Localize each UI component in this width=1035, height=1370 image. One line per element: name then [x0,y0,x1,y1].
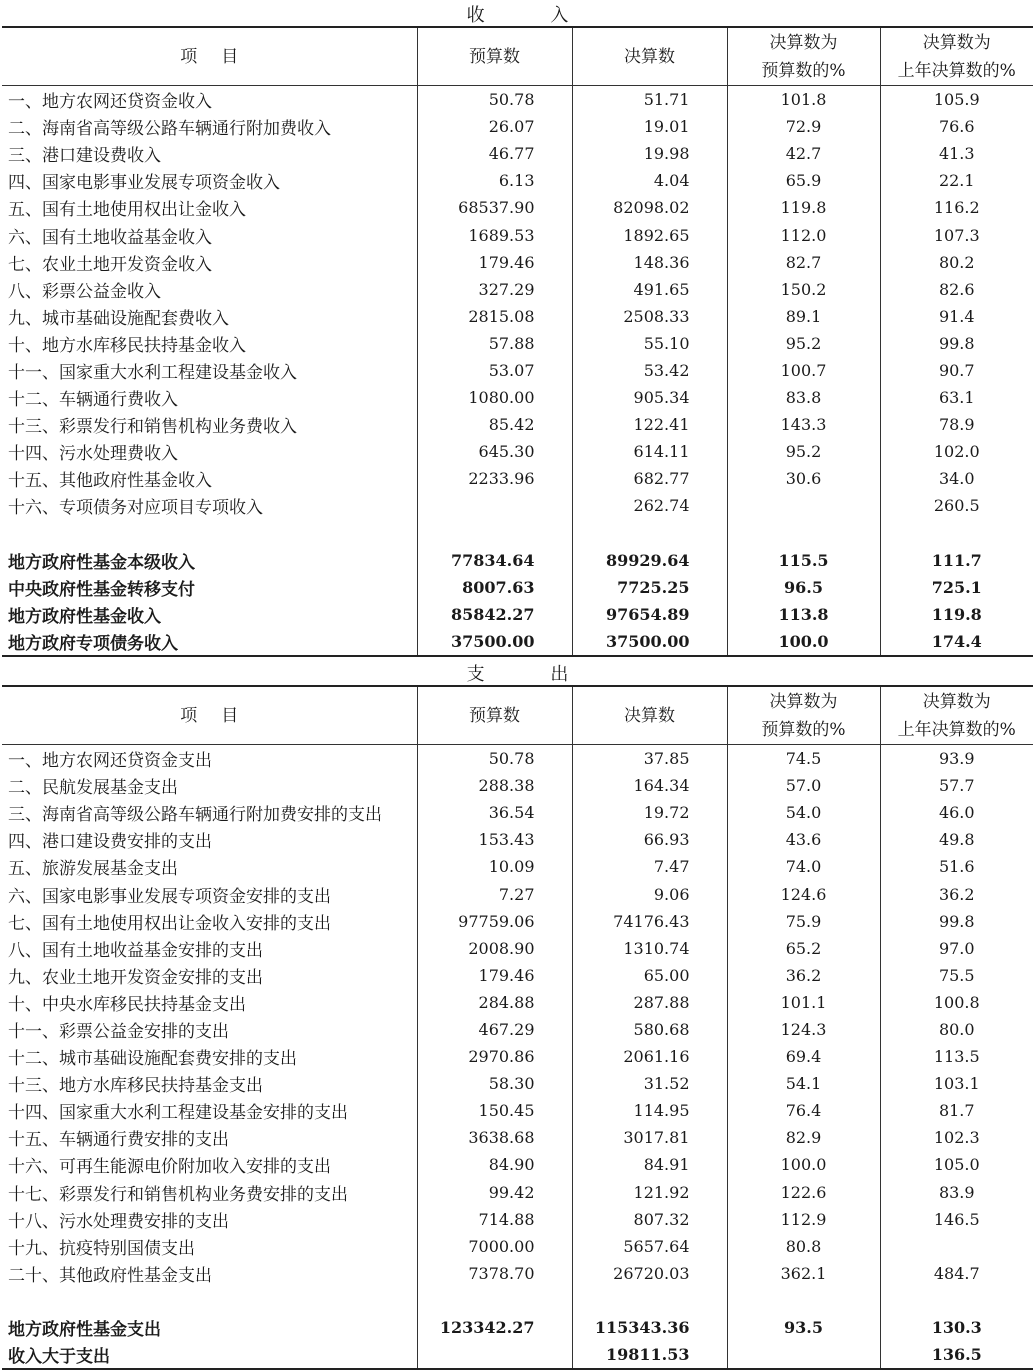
pct-prev-value: 116.2 [880,194,1033,221]
item-name: 中央政府性基金转移支付 [8,579,195,600]
actual-value: 26720.03 [572,1260,727,1287]
pct-prev-value: 102.0 [880,438,1033,465]
pct-prev-value: 100.8 [880,989,1033,1016]
actual-value: 51.71 [572,86,727,114]
pct-budget-value: 101.1 [727,989,880,1016]
actual-value: 89929.64 [572,547,727,574]
item-name: 地方政府性基金收入 [8,606,161,627]
budget-value [417,492,572,519]
pct-budget-value: 30.6 [727,465,880,492]
item-name: 九、城市基础设施配套费收入 [8,308,229,329]
spacer-cell [880,1287,1033,1314]
budget-value: 467.29 [417,1016,572,1043]
spacer-cell [572,520,727,547]
actual-value: 1310.74 [572,935,727,962]
actual-value: 905.34 [572,384,727,411]
table-row [2,249,1033,276]
budget-value: 36.54 [417,799,572,826]
spacer-cell [2,520,417,547]
table-row [2,799,1033,826]
table-row [2,438,1033,465]
table-row [2,1206,1033,1233]
actual-value: 614.11 [572,438,727,465]
pct-prev-value: 41.3 [880,140,1033,167]
item-name: 十八、污水处理费安排的支出 [8,1211,229,1232]
item-name: 七、国有土地使用权出让金收入安排的支出 [8,913,331,934]
total-row [2,1341,1033,1369]
budget-value: 327.29 [417,276,572,303]
actual-value: 121.92 [572,1179,727,1206]
table-row [2,989,1033,1016]
header-budget: 预算数 [417,686,572,745]
header-pct-budget: 决算数为 预算数的% [727,686,880,745]
pct-budget-value: 54.1 [727,1070,880,1097]
table-row [2,167,1033,194]
pct-prev-value [880,1233,1033,1260]
pct-budget-value: 113.8 [727,601,880,628]
pct-budget-value: 124.3 [727,1016,880,1043]
actual-value: 19811.53 [572,1341,727,1369]
item-name: 五、国有土地使用权出让金收入 [8,200,246,221]
table-row [2,745,1033,773]
actual-value: 37500.00 [572,628,727,656]
actual-value: 122.41 [572,411,727,438]
item-name: 十三、地方水库移民扶持基金支出 [8,1076,263,1097]
table-row [2,880,1033,907]
pct-budget-value: 101.8 [727,86,880,114]
spacer-cell [880,520,1033,547]
pct-prev-value: 146.5 [880,1206,1033,1233]
budget-value: 714.88 [417,1206,572,1233]
pct-budget-value: 76.4 [727,1097,880,1124]
budget-value: 8007.63 [417,574,572,601]
spacer-cell [727,520,880,547]
pct-prev-value: 725.1 [880,574,1033,601]
budget-value: 2970.86 [417,1043,572,1070]
pct-budget-value: 112.9 [727,1206,880,1233]
header-item: 项目 [2,686,417,745]
item-name: 十六、可再生能源电价附加收入安排的支出 [8,1157,331,1178]
total-row [2,601,1033,628]
budget-value: 7378.70 [417,1260,572,1287]
pct-prev-value: 119.8 [880,601,1033,628]
budget-value: 10.09 [417,853,572,880]
item-name: 收入大于支出 [8,1347,110,1368]
pct-prev-value: 91.4 [880,303,1033,330]
pct-prev-value: 102.3 [880,1124,1033,1151]
pct-budget-value: 100.7 [727,357,880,384]
actual-value: 2508.33 [572,303,727,330]
budget-value: 85842.27 [417,601,572,628]
pct-prev-value: 93.9 [880,745,1033,773]
pct-budget-value: 362.1 [727,1260,880,1287]
budget-value: 7.27 [417,880,572,907]
table-row [2,1016,1033,1043]
budget-value: 84.90 [417,1151,572,1178]
budget-value: 123342.27 [417,1314,572,1341]
actual-value: 287.88 [572,989,727,1016]
item-name: 二、民航发展基金支出 [8,778,178,799]
pct-prev-value: 57.7 [880,772,1033,799]
spacer-cell [2,1287,417,1314]
actual-value: 97654.89 [572,601,727,628]
pct-budget-value: 72.9 [727,113,880,140]
header-pct-budget: 决算数为 预算数的% [727,27,880,86]
item-name: 十一、彩票公益金安排的支出 [8,1021,229,1042]
actual-value: 262.74 [572,492,727,519]
pct-prev-value: 22.1 [880,167,1033,194]
item-name: 四、国家电影事业发展专项资金收入 [8,173,280,194]
item-name: 十五、其他政府性基金收入 [8,471,212,492]
pct-budget-value: 115.5 [727,547,880,574]
pct-prev-value: 136.5 [880,1341,1033,1369]
item-name: 十六、专项债务对应项目专项收入 [8,498,263,519]
pct-prev-value: 105.0 [880,1151,1033,1178]
budget-value: 179.46 [417,962,572,989]
table-row [2,935,1033,962]
pct-budget-value: 65.2 [727,935,880,962]
total-row [2,1314,1033,1341]
item-name: 六、国家电影事业发展专项资金安排的支出 [8,886,331,907]
table-row [2,492,1033,519]
spacer-row [2,520,1033,547]
item-name: 十三、彩票发行和销售机构业务费收入 [8,417,297,438]
item-name: 一、地方农网还贷资金收入 [8,92,212,113]
actual-value: 19.01 [572,113,727,140]
actual-value: 7725.25 [572,574,727,601]
pct-budget-value: 96.5 [727,574,880,601]
pct-budget-value: 82.9 [727,1124,880,1151]
actual-value: 65.00 [572,962,727,989]
pct-prev-value: 82.6 [880,276,1033,303]
pct-budget-value: 42.7 [727,140,880,167]
actual-value: 115343.36 [572,1314,727,1341]
pct-prev-value: 484.7 [880,1260,1033,1287]
table-row [2,194,1033,221]
budget-value: 68537.90 [417,194,572,221]
actual-value: 164.34 [572,772,727,799]
pct-prev-value: 75.5 [880,962,1033,989]
pct-prev-value: 36.2 [880,880,1033,907]
table-row [2,465,1033,492]
table-row [2,962,1033,989]
table-row [2,1097,1033,1124]
pct-prev-value: 51.6 [880,853,1033,880]
actual-value: 31.52 [572,1070,727,1097]
item-name: 二、海南省高等级公路车辆通行附加费收入 [8,119,331,140]
item-name: 九、农业土地开发资金安排的支出 [8,967,263,988]
pct-prev-value: 81.7 [880,1097,1033,1124]
budget-value: 1689.53 [417,221,572,248]
budget-value: 50.78 [417,745,572,773]
table-row [2,1233,1033,1260]
pct-budget-value: 89.1 [727,303,880,330]
pct-budget-value: 95.2 [727,330,880,357]
spacer-cell [417,520,572,547]
item-name: 三、港口建设费收入 [8,146,161,167]
table-row [2,276,1033,303]
pct-prev-value: 46.0 [880,799,1033,826]
table-row [2,86,1033,114]
actual-value: 682.77 [572,465,727,492]
budget-value: 97759.06 [417,908,572,935]
header-actual: 决算数 [572,686,727,745]
actual-value: 4.04 [572,167,727,194]
budget-value: 1080.00 [417,384,572,411]
pct-budget-value: 80.8 [727,1233,880,1260]
actual-value: 114.95 [572,1097,727,1124]
table-row [2,221,1033,248]
item-name: 六、国有土地收益基金收入 [8,227,212,248]
budget-value: 6.13 [417,167,572,194]
budget-value: 645.30 [417,438,572,465]
spacer-cell [727,1287,880,1314]
pct-budget-value: 112.0 [727,221,880,248]
budget-value: 7000.00 [417,1233,572,1260]
item-name: 二十、其他政府性基金支出 [8,1265,212,1286]
pct-prev-value: 105.9 [880,86,1033,114]
table-row [2,384,1033,411]
item-name: 八、彩票公益金收入 [8,281,161,302]
item-name: 一、地方农网还贷资金支出 [8,751,212,772]
expense-table [2,685,1033,1370]
total-row [2,628,1033,656]
total-row [2,574,1033,601]
pct-budget-value: 119.8 [727,194,880,221]
actual-value: 148.36 [572,249,727,276]
pct-prev-value: 174.4 [880,628,1033,656]
pct-budget-value: 57.0 [727,772,880,799]
income-table [2,26,1033,657]
item-name: 十、中央水库移民扶持基金支出 [8,994,246,1015]
header-budget: 预算数 [417,27,572,86]
table-row [2,1043,1033,1070]
pct-budget-value: 74.0 [727,853,880,880]
pct-budget-value: 100.0 [727,1151,880,1178]
header-pct-prev: 决算数为 上年决算数的% [880,686,1033,745]
pct-budget-value: 100.0 [727,628,880,656]
item-name: 十、地方水库移民扶持基金收入 [8,335,246,356]
pct-prev-value: 107.3 [880,221,1033,248]
actual-value: 3017.81 [572,1124,727,1151]
pct-budget-value: 93.5 [727,1314,880,1341]
table-row [2,411,1033,438]
table-row [2,1151,1033,1178]
actual-value: 82098.02 [572,194,727,221]
header-actual: 决算数 [572,27,727,86]
budget-value: 77834.64 [417,547,572,574]
table-row [2,330,1033,357]
actual-value: 5657.64 [572,1233,727,1260]
table-row [2,772,1033,799]
actual-value: 807.32 [572,1206,727,1233]
pct-budget-value: 43.6 [727,826,880,853]
spacer-row [2,1287,1033,1314]
item-name: 十一、国家重大水利工程建设基金收入 [8,362,297,383]
pct-budget-value: 54.0 [727,799,880,826]
budget-value: 58.30 [417,1070,572,1097]
pct-prev-value: 80.0 [880,1016,1033,1043]
table-row [2,1179,1033,1206]
table-row [2,1260,1033,1287]
actual-value: 7.47 [572,853,727,880]
actual-value: 2061.16 [572,1043,727,1070]
budget-value: 2008.90 [417,935,572,962]
header-pct-prev: 决算数为 上年决算数的% [880,27,1033,86]
item-name: 十五、车辆通行费安排的支出 [8,1130,229,1151]
actual-value: 491.65 [572,276,727,303]
pct-budget-value: 75.9 [727,908,880,935]
actual-value: 19.98 [572,140,727,167]
spacer-cell [417,1287,572,1314]
actual-value: 55.10 [572,330,727,357]
budget-value: 2233.96 [417,465,572,492]
budget-value [417,1341,572,1369]
item-name: 七、农业土地开发资金收入 [8,254,212,275]
item-name: 十四、污水处理费收入 [8,444,178,465]
item-name: 地方政府性基金本级收入 [8,552,195,573]
budget-value: 57.88 [417,330,572,357]
actual-value: 580.68 [572,1016,727,1043]
table-row [2,853,1033,880]
actual-value: 84.91 [572,1151,727,1178]
pct-prev-value: 76.6 [880,113,1033,140]
header-item: 项目 [2,27,417,86]
budget-value: 2815.08 [417,303,572,330]
pct-prev-value: 83.9 [880,1179,1033,1206]
table-row [2,908,1033,935]
budget-value: 46.77 [417,140,572,167]
item-name: 十四、国家重大水利工程建设基金安排的支出 [8,1103,348,1124]
budget-value: 99.42 [417,1179,572,1206]
pct-prev-value: 63.1 [880,384,1033,411]
table-row [2,826,1033,853]
budget-value: 179.46 [417,249,572,276]
actual-value: 66.93 [572,826,727,853]
pct-prev-value: 103.1 [880,1070,1033,1097]
item-name: 地方政府性基金支出 [8,1320,161,1341]
pct-budget-value: 69.4 [727,1043,880,1070]
pct-budget-value [727,1341,880,1369]
pct-budget-value: 124.6 [727,880,880,907]
spacer-cell [572,1287,727,1314]
budget-value: 153.43 [417,826,572,853]
table-row [2,140,1033,167]
pct-prev-value: 80.2 [880,249,1033,276]
item-name: 五、旅游发展基金支出 [8,859,178,880]
budget-value: 150.45 [417,1097,572,1124]
pct-prev-value: 260.5 [880,492,1033,519]
actual-value: 19.72 [572,799,727,826]
pct-prev-value: 78.9 [880,411,1033,438]
pct-prev-value: 97.0 [880,935,1033,962]
item-name: 十二、车辆通行费收入 [8,390,178,411]
budget-value: 37500.00 [417,628,572,656]
pct-budget-value: 150.2 [727,276,880,303]
budget-value: 53.07 [417,357,572,384]
budget-value: 3638.68 [417,1124,572,1151]
budget-value: 288.38 [417,772,572,799]
pct-budget-value [727,492,880,519]
pct-budget-value: 143.3 [727,411,880,438]
pct-prev-value: 90.7 [880,357,1033,384]
item-name: 四、港口建设费安排的支出 [8,832,212,853]
pct-budget-value: 74.5 [727,745,880,773]
pct-budget-value: 83.8 [727,384,880,411]
pct-prev-value: 99.8 [880,330,1033,357]
budget-value: 284.88 [417,989,572,1016]
budget-value: 50.78 [417,86,572,114]
pct-budget-value: 65.9 [727,167,880,194]
actual-value: 37.85 [572,745,727,773]
income-section-title: 收 入 [466,5,599,26]
pct-prev-value: 130.3 [880,1314,1033,1341]
table-row [2,357,1033,384]
actual-value: 9.06 [572,880,727,907]
item-name: 十七、彩票发行和销售机构业务费安排的支出 [8,1184,348,1205]
pct-budget-value: 36.2 [727,962,880,989]
item-name: 三、海南省高等级公路车辆通行附加费安排的支出 [8,805,382,826]
pct-prev-value: 34.0 [880,465,1033,492]
item-name: 地方政府专项债务收入 [8,633,178,654]
item-name: 十九、抗疫特别国债支出 [8,1238,195,1259]
budget-value: 26.07 [417,113,572,140]
budget-value: 85.42 [417,411,572,438]
table-row [2,303,1033,330]
pct-prev-value: 111.7 [880,547,1033,574]
actual-value: 53.42 [572,357,727,384]
actual-value: 74176.43 [572,908,727,935]
table-row [2,113,1033,140]
total-row [2,547,1033,574]
pct-prev-value: 99.8 [880,908,1033,935]
table-row [2,1124,1033,1151]
item-name: 十二、城市基础设施配套费安排的支出 [8,1049,297,1070]
pct-budget-value: 122.6 [727,1179,880,1206]
expense-section-title: 支 出 [466,664,599,685]
actual-value: 1892.65 [572,221,727,248]
table-row [2,1070,1033,1097]
pct-budget-value: 82.7 [727,249,880,276]
pct-prev-value: 49.8 [880,826,1033,853]
item-name: 八、国有土地收益基金安排的支出 [8,940,263,961]
pct-prev-value: 113.5 [880,1043,1033,1070]
pct-budget-value: 95.2 [727,438,880,465]
